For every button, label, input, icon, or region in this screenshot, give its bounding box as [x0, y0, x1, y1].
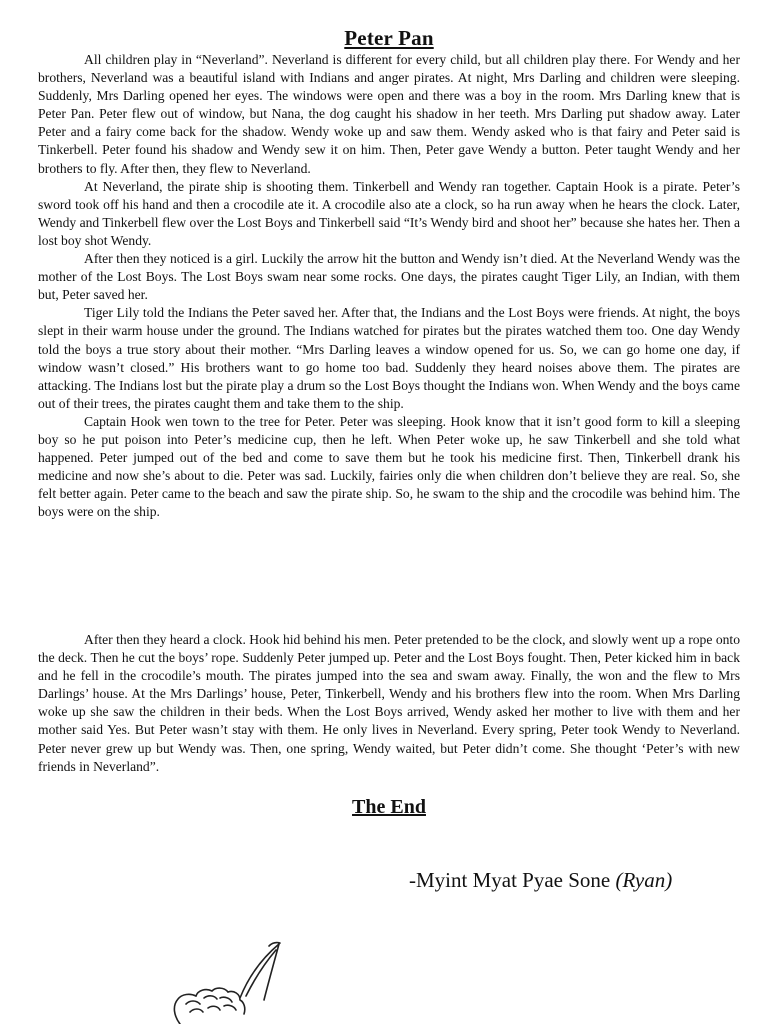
story-title: Peter Pan [344, 26, 434, 50]
story-paragraph: All children play in “Neverland”. Neverland is different for every child, but all children play there. For Wendy and her brothers, Neverland was a beautiful island with Indians and anger pirates. At night, Mrs Darling and children were sleeping. Suddenly, Mrs Darling opened her eyes. The windows were open and there was a boy in the room. Mrs Darling knew that is Peter Pan. Peter flew out of window, but Nana, the dog caught his shadow in her teeth. Mrs Darling put shadow away. Later Peter and a fairy come back for the shadow. Wendy woke up and saw them. Wendy asked who is that fairy and Peter said is Tinkerbell. Peter found his shadow and Wendy sew it on him. Then, Peter gave Wendy a button. Peter taught Wendy and her brothers to fly. After then, they flew to Neverland. [38, 52, 740, 176]
author-nickname: (Ryan) [615, 868, 673, 892]
story-paragraph: After then they noticed is a girl. Luckily the arrow hit the button and Wendy isn’t died. At the Neverland Wendy was the mother of the Lost Boys. The Lost Boys swam near some rocks. One days, the pirates caught Tiger Lily, an Indian, with them but, Peter saved her. [38, 251, 740, 303]
story-body-part-1 [38, 51, 740, 521]
story-paragraph: After then they heard a clock. Hook hid behind his men. Peter pretended to be the clock, and slowly went up a rope onto the deck. Then he cut the boys’ rope. Suddenly Peter jumped up. Peter and the Lost Boys fought. Then, Peter kicked him in back and he fell in the crocodile’s mouth. The pirates jumped into the sea and swam away. Finally, the won and the flew to Mrs Darlings’ house. At the Mrs Darlings’ house, Peter, Tinkerbell, Wendy and his brothers flew into the room. When Mrs Darling woke up she saw the children in their beds. When the Lost Boys arrived, Wendy asked her mother to live with them and her mother said Yes. But Peter wasn’t stay with them. He only lives in Neverland. Every spring, Peter took Wendy to Neverland. Peter never grew up but Wendy was. Then, one spring, Wendy waited, but Peter didn’t come. She thought ‘Peter’s with new friends in Neverland”. [38, 632, 740, 774]
story-body-part-2 [38, 631, 740, 776]
story-paragraph: Captain Hook wen town to the tree for Peter. Peter was sleeping. Hook know that it isn’t good form to kill a sleeping boy so he put poison into Peter’s medicine cup, then he left. When Peter woke up, he saw Tinkerbell and she told what happened. Peter jumped out of the bed and come to save them but he took his medicine first. Then, Tinkerbell drank his medicine and now she’s about to die. Peter was sad. Luckily, fairies only die when children don’t believe they are real. So, she felt better again. Peter came to the beach and saw the pirate ship. So, he swam to the ship and the crocodile was behind him. The boys were on the ship. [38, 413, 740, 520]
story-paragraph: Tiger Lily told the Indians the Peter saved her. After that, the Indians and the Lost Boys were friends. At night, the boys slept in their warm house under the ground. The Indians watched for pirates but the pirates watched them too. One day Wendy told the boys a true story about their mother. “Mrs Darling leaves a window opened for us. So, we can go home one day, if window wasn’t closed.” His brothers want to go home too bad. Suddenly they heard noises above them. The pirates are attacking. The Indians lost but the pirate play a drum so the Lost Boys thought the Indians won. When Wendy and the boys came out of their trees, the pirates caught them and take them to the ship. [38, 305, 740, 411]
fairy-drawing-icon [160, 938, 300, 1024]
author-name: -Myint Myat Pyae Sone [409, 868, 616, 892]
the-end-heading: The End [352, 796, 426, 818]
author-signature [409, 868, 672, 893]
story-paragraph: At Neverland, the pirate ship is shooting them. Tinkerbell and Wendy ran together. Captain Hook is a pirate. Peter’s sword took off his hand and then a crocodile ate it. A crocodile also ate a clock, so ha run away when he hears the clock. Later, Wendy and Tinkerbell flew over the Lost Boys and Tinkerbell said “It’s Wendy bird and shoot her” because she hates her. Then a lost boy shot Wendy. [38, 178, 740, 248]
